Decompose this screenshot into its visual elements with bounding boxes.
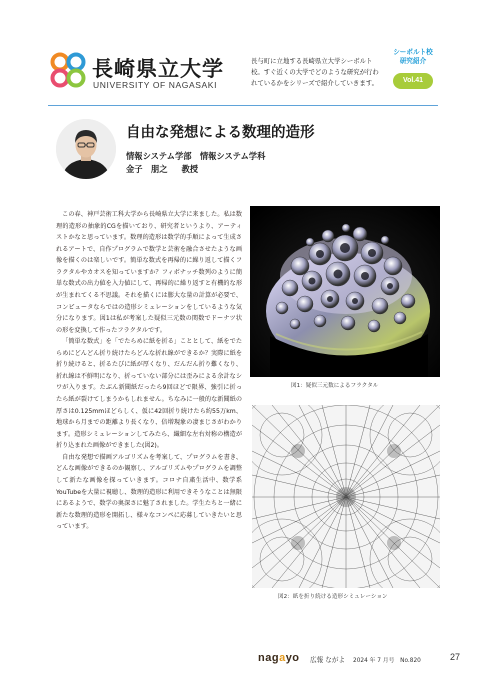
logo-part-1: nag xyxy=(258,652,280,664)
author-department: 情報システム学部 情報システム学科 xyxy=(126,151,266,161)
author-name: 金子 朋之 xyxy=(126,164,168,174)
author xyxy=(126,163,198,175)
article-title: 自由な発想による数理的造形 xyxy=(126,125,315,141)
university-name-jp: 長崎県立大学 xyxy=(92,56,224,81)
figure-1-caption: 図1：疑似三元数によるフラクタル xyxy=(291,383,379,389)
logo-part-3: yo xyxy=(285,652,300,664)
folding-simulation-image xyxy=(252,405,440,588)
series-label xyxy=(392,48,434,66)
header-divider xyxy=(48,105,438,106)
magazine-logo xyxy=(258,652,300,664)
figure-2-folding-simulation xyxy=(252,405,440,588)
author-portrait xyxy=(56,119,116,179)
issue-info: 2024 年 7 月号 No.820 xyxy=(353,658,421,664)
series-label-line2: 研究紹介 xyxy=(399,57,427,65)
magazine-name: 広報 ながよ xyxy=(310,656,346,664)
figure-2-caption: 図2：紙を折り続ける造形シミュレーション xyxy=(278,594,388,600)
volume-badge: Vol.41 xyxy=(393,73,433,89)
page-number: 27 xyxy=(450,652,461,662)
author-role: 教授 xyxy=(181,164,199,174)
series-intro: 長与町に立地する長崎県立大学シーボルト校。すぐ近くの大学でどのような研究が行われているかをシリーズで紹介していきます。 xyxy=(251,57,379,87)
logo-part-2: a xyxy=(279,652,286,664)
university-logo-icon xyxy=(50,52,86,88)
fractal-image xyxy=(250,206,440,377)
paragraph-1: この春、神戸芸術工科大学から長崎県立大学に来ました。私は数理的造形の抽象的CGを描いており、研究者というより、アーティストかなと思っています。数理的造形は数学的手順によって生成されるアートで、自作プログラムで数学と芸術を融合させたような画像を描くのは楽しいです。簡単な数式を再帰的に繰り返して描くフラクタルやカオスを知っていますか？フィボナッチ数列のように簡単な数式の出力値を入力値にして、再帰的に繰り返すと有機的な形が生まれてくる不思議。それを描くには膨大な量の計算が必要で、コンピュータならではの造形シミュレーションをしているような気分になります。図1は私が考案した疑似三元数の関数でドーナツ状の形を変換して作ったフラクタルです。 xyxy=(56,211,242,334)
paragraph-2: 「簡単な数式」を「でたらめに紙を折る」こととして、紙をでたらめにどんどん折り続けたらどんな折れ線ができるか？実際に紙を折り続けると、折るたびに紙が厚くなり、だんだん折り難くなり、折れ線は不鮮明になり、折っていない部分には歪みによる余計なシワが入ります。たぶん新聞紙だったら9回ほどで限界、強引に折ったら紙が裂けてしまうかもしれません。ちなみに一般的な新聞紙の厚さは0.125mmほどらしく、仮に42回折り続けたら約55万km、地球から月までの距離より長くなり、倍増現象の凄まじさがわかります。造形シミュレーションしてみたら、繊細な左右対称の構造が折り込まれた画像ができました(図2)。 xyxy=(56,338,242,450)
author-portrait-image xyxy=(56,119,116,179)
university-name-en: UNIVERSITY OF NAGASAKI xyxy=(93,80,218,90)
paragraph-3: 自由な発想で描画アルゴリズムを考案して、プログラムを書き、どんな画像ができるのか観察し、アルゴリズムやプログラムを調整して新たな画像を探っていきます。コロナ自粛生活中、数学系YouTubeを大量に視聴し、数理的造形に利用できそうなことは無限にあるようで、数学の奥深さに魅了されました。学生たちと一緒に新たな数理的造形を開拓し、様々なコンペに応募していきたいと思っています。 xyxy=(56,453,242,531)
header xyxy=(0,0,480,104)
figure-1-fractal xyxy=(250,206,440,377)
series-label-line1: シーボルト校 xyxy=(393,48,433,56)
article-body xyxy=(56,209,242,533)
